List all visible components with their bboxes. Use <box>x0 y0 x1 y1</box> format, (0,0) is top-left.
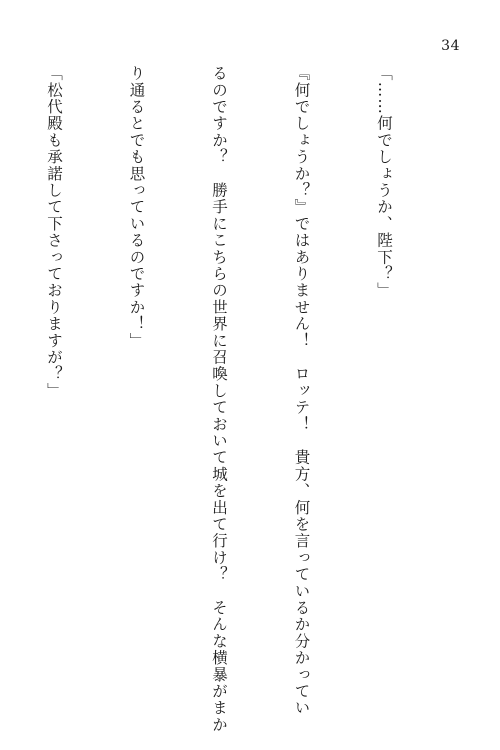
vertical-text-body <box>45 65 452 733</box>
page-number: 34 <box>441 38 460 54</box>
text-line: 『何でしょうか？』ではありません！ ロッテ！ 貴方、何を言っているか分かってい <box>292 65 311 717</box>
text-line: 「……何でしょうか、陛下？」 <box>375 65 393 299</box>
text-line: るのですか？ 勝手にこちらの世界に召喚しておいて城を出て行け？ そんな横暴がまか <box>210 65 228 733</box>
text-line: り通るとでも思っているのですか！」 <box>127 65 146 349</box>
text-line: 「松代殿も承諾して下さっておりますが？」 <box>45 65 63 399</box>
